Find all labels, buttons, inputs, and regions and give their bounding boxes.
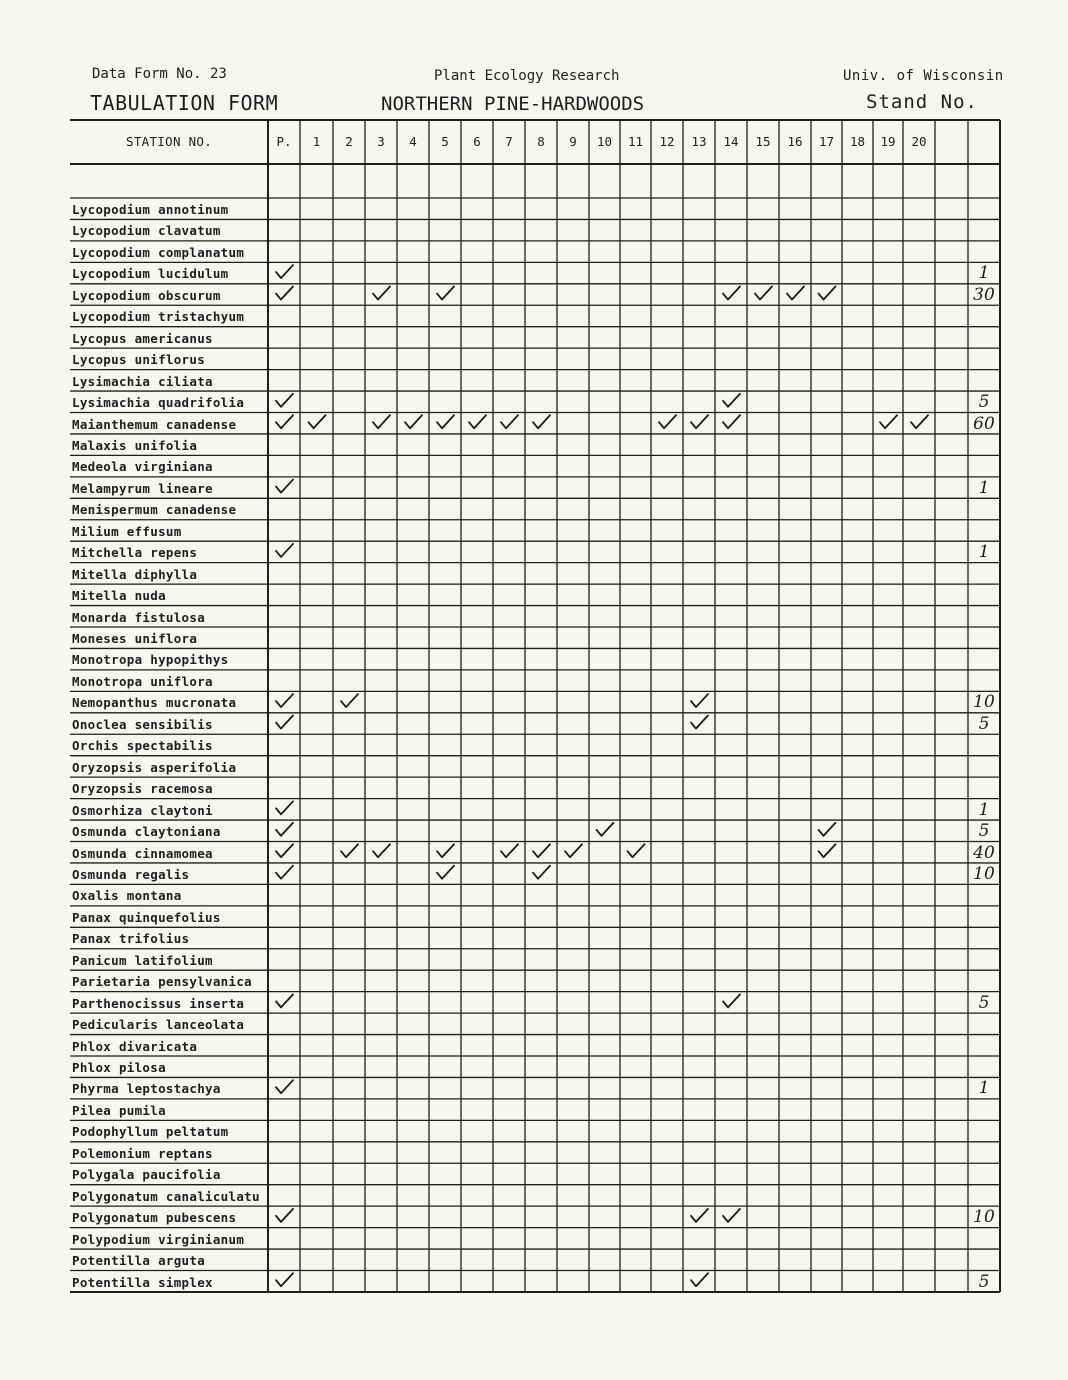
checkmark-icon: [691, 1273, 708, 1286]
checkmark-icon: [501, 844, 518, 857]
species-name: Monotropa hypopithys: [72, 652, 229, 668]
checkmark-icon: [373, 844, 390, 857]
checkmark-icon: [405, 415, 422, 428]
species-name: Lysimachia ciliata: [72, 373, 213, 389]
checkmark-icon: [373, 415, 390, 428]
column-header: 16: [787, 134, 803, 149]
checkmark-icon: [819, 844, 836, 857]
row-total: 5: [978, 713, 990, 734]
checkmark-icon: [276, 694, 293, 707]
species-name: Pedicularis lanceolata: [72, 1017, 245, 1033]
species-name: Lycopus uniflorus: [72, 352, 206, 368]
species-name: Panax quinquefolius: [72, 909, 221, 925]
species-name: Nemopanthus mucronata: [72, 695, 237, 711]
form-number: Data Form No. 23: [92, 66, 227, 82]
checkmark-icon: [276, 866, 293, 879]
checkmark-icon: [276, 1273, 293, 1286]
checkmark-icon: [597, 823, 614, 836]
checkmark-icon: [276, 415, 293, 428]
species-name: Osmunda regalis: [72, 866, 190, 882]
row-total: 1: [978, 477, 990, 498]
species-name: Onoclea sensibilis: [72, 716, 213, 732]
checkmark-icon: [276, 394, 293, 407]
row-total: 5: [978, 1271, 990, 1292]
species-name: Melampyrum lineare: [72, 480, 213, 496]
row-total: 5: [978, 821, 990, 842]
species-name: Lycopodium annotinum: [72, 202, 229, 217]
species-name: Menispermum canadense: [72, 502, 237, 518]
species-name: Lysimachia quadrifolia: [72, 395, 245, 411]
checkmark-icon: [276, 994, 293, 1007]
checkmark-icon: [276, 287, 293, 300]
checkmark-icon: [276, 1209, 293, 1222]
university-name: Univ. of Wisconsin: [843, 68, 1004, 84]
row-total: 10: [973, 1207, 995, 1228]
species-name: Parthenocissus inserta: [72, 995, 245, 1011]
species-name: Potentilla simplex: [72, 1274, 213, 1290]
species-name: Potentilla arguta: [72, 1253, 206, 1269]
checkmark-icon: [691, 716, 708, 729]
checkmark-icon: [437, 415, 454, 428]
column-header: 3: [377, 134, 385, 149]
column-header: 9: [569, 134, 577, 149]
species-name: Panicum latifolium: [72, 952, 213, 968]
species-name: Lycopodium complanatum: [72, 244, 245, 260]
checkmark-icon: [659, 415, 676, 428]
species-name: Orchis spectabilis: [72, 738, 213, 754]
column-header: 11: [627, 134, 644, 149]
checkmark-icon: [819, 287, 836, 300]
column-header: 10: [596, 134, 613, 149]
column-header: 7: [505, 134, 513, 149]
checkmark-icon: [691, 1209, 708, 1222]
checkmark-icon: [723, 287, 740, 300]
checkmark-icon: [723, 415, 740, 428]
research-title: Plant Ecology Research: [434, 68, 620, 84]
checkmark-icon: [276, 1080, 293, 1093]
column-header: 19: [880, 134, 896, 149]
species-name: Monarda fistulosa: [72, 609, 206, 625]
station-number-header: STATION NO.: [126, 134, 213, 149]
species-name: Mitella diphylla: [72, 566, 198, 582]
checkmark-icon: [723, 994, 740, 1007]
column-header: P.: [276, 134, 292, 149]
species-name: Lycopodium obscurum: [72, 287, 221, 303]
checkmark-icon: [755, 287, 772, 300]
column-header: 4: [409, 134, 417, 149]
checkmark-icon: [276, 823, 293, 836]
checkmark-icon: [691, 415, 708, 428]
species-name: Mitchella repens: [72, 545, 198, 561]
species-name: Phyrma leptostachya: [72, 1081, 221, 1097]
checkmark-icon: [533, 866, 550, 879]
checkmark-icon: [911, 415, 928, 428]
species-name: Malaxis unifolia: [72, 437, 198, 453]
species-name: Monotropa uniflora: [72, 673, 213, 689]
form-subtitle: NORTHERN PINE-HARDWOODS: [381, 93, 645, 115]
checkmark-icon: [276, 716, 293, 729]
species-name: Osmunda claytoniana: [72, 824, 221, 840]
species-name: Milium effusum: [72, 523, 182, 539]
column-header: 15: [755, 134, 771, 149]
checkmark-icon: [533, 415, 550, 428]
species-name: Lycopodium clavatum: [72, 223, 221, 239]
species-name: Polemonium reptans: [72, 1145, 213, 1161]
species-name: Oryzopsis asperifolia: [72, 759, 237, 775]
checkmark-icon: [373, 287, 390, 300]
species-name: Phlox pilosa: [72, 1060, 166, 1075]
species-name: Polygonatum canaliculatu: [72, 1188, 260, 1204]
species-name: Osmunda cinnamomea: [72, 845, 213, 861]
stand-number-label: Stand No.: [866, 91, 978, 113]
species-name: Parietaria pensylvanica: [72, 974, 252, 990]
row-total: 1: [978, 542, 990, 563]
column-header: 6: [473, 134, 481, 149]
species-name: Medeola virginiana: [72, 459, 213, 475]
species-name: Polygala paucifolia: [72, 1167, 221, 1183]
row-total: 10: [973, 692, 995, 713]
column-header: 8: [537, 134, 545, 149]
column-header: 13: [691, 134, 707, 149]
checkmark-icon: [437, 866, 454, 879]
species-name: Polygonatum pubescens: [72, 1210, 237, 1226]
column-header: 20: [911, 134, 927, 149]
species-name: Mitella nuda: [72, 588, 166, 604]
checkmark-icon: [533, 844, 550, 857]
column-header: 12: [659, 134, 675, 149]
species-name: Pilea pumila: [72, 1102, 166, 1118]
checkmark-icon: [691, 694, 708, 707]
checkmark-icon: [341, 694, 358, 707]
checkmark-icon: [723, 1209, 740, 1222]
column-header: 14: [723, 134, 739, 149]
checkmark-icon: [469, 415, 486, 428]
checkmark-icon: [437, 844, 454, 857]
form-title: TABULATION FORM: [90, 91, 279, 115]
species-name: Moneses uniflora: [72, 631, 198, 646]
checkmark-icon: [723, 394, 740, 407]
species-name: Lycopodium tristachyum: [72, 309, 245, 325]
row-total: 5: [978, 392, 990, 413]
checkmark-icon: [565, 844, 582, 857]
checkmark-icon: [819, 823, 836, 836]
column-header: 17: [818, 134, 835, 149]
checkmark-icon: [628, 844, 645, 857]
species-name: Lycopus americanus: [72, 330, 213, 346]
species-name: Lycopodium lucidulum: [72, 266, 229, 282]
column-header: 18: [849, 134, 866, 149]
species-name: Oryzopsis racemosa: [72, 781, 213, 797]
row-total: 5: [978, 992, 990, 1013]
checkmark-icon: [276, 544, 293, 557]
row-total: 1: [978, 1078, 990, 1099]
species-name: Osmorhiza claytoni: [72, 802, 213, 818]
species-name: Polypodium virginianum: [72, 1231, 245, 1247]
checkmark-icon: [276, 480, 293, 493]
checkmark-icon: [501, 415, 518, 428]
row-total: 10: [973, 863, 995, 884]
row-total: 1: [978, 799, 990, 820]
checkmark-icon: [276, 801, 293, 814]
species-name: Panax trifolius: [72, 931, 190, 947]
row-total: 60: [973, 413, 995, 434]
column-header: 5: [441, 134, 449, 149]
column-header: 1: [312, 134, 321, 149]
checkmark-icon: [341, 844, 358, 857]
checkmark-icon: [880, 415, 897, 428]
species-name: Podophyllum peltatum: [72, 1124, 229, 1140]
species-name: Phlox divaricata: [72, 1038, 198, 1054]
checkmark-icon: [276, 844, 293, 857]
row-total: 40: [973, 842, 995, 863]
row-total: 1: [978, 263, 990, 284]
row-total: 30: [973, 284, 995, 305]
checkmark-icon: [276, 265, 293, 278]
column-header: 2: [345, 134, 353, 149]
checkmark-icon: [787, 287, 804, 300]
checkmark-icon: [437, 287, 454, 300]
species-name: Maianthemum canadense: [72, 416, 237, 432]
checkmark-icon: [309, 415, 326, 428]
species-name: Oxalis montana: [72, 888, 182, 904]
